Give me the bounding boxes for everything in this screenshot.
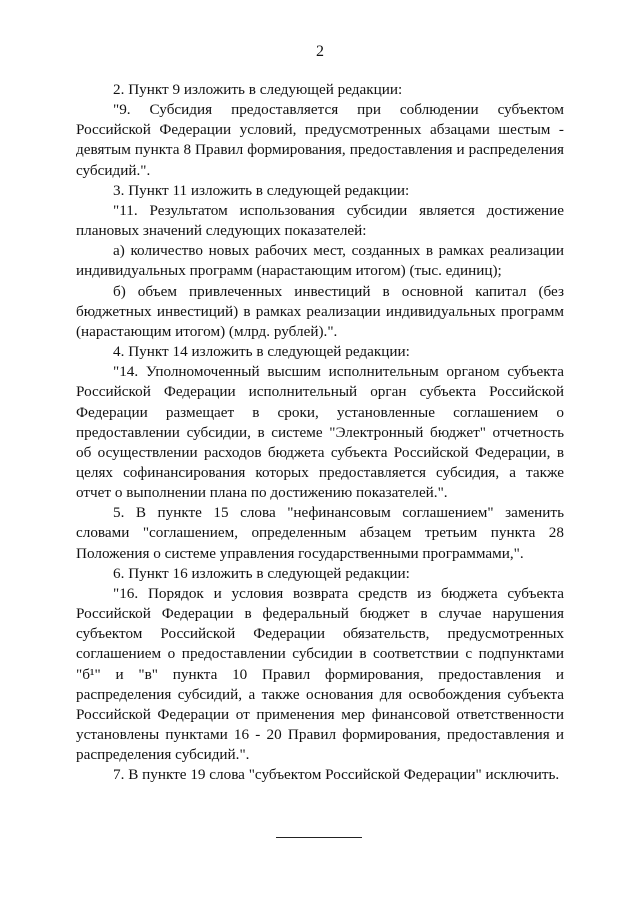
paragraph-quote-16: "16. Порядок и условия возврата средств из бюджета субъекта Российской Федерации в федеральный бюджет в случае нарушения субъектом Российской Федерации обязательств, предусмотренных соглашением о предоставлении субсидии в соответствии с подпунктами "б¹" и "в" пункта 10 Правил формирования, предоставления и распределения субсидий, а также основания для освобождения субъекта Российской Федерации от применения мер финансовой ответственности установлены пунктами 16 - 20 Правил формирования, предоставления и распределения субсидий.". bbox=[76, 584, 564, 764]
paragraph-quote-11: "11. Результатом использования субсидии является достижение плановых значений следующих показателей: bbox=[76, 201, 564, 240]
paragraph-item-2: 2. Пункт 9 изложить в следующей редакции: bbox=[113, 81, 403, 98]
end-divider-line bbox=[276, 837, 362, 838]
paragraph-subitem-b: б) объем привлеченных инвестиций в основной капитал (без бюджетных инвестиций) в рамках реализации индивидуальных программ (нарастающим итогом) (млрд. рублей).". bbox=[76, 282, 564, 340]
paragraph-item-7: 7. В пункте 19 слова "субъектом Российской Федерации" исключить. bbox=[113, 766, 560, 784]
paragraph-item-5: 5. В пункте 15 слова "нефинансовым соглашением" заменить словами "соглашением, определенным абзацем третьим пункта 28 Положения о системе управления государственными программами,". bbox=[76, 504, 564, 562]
paragraph-quote-14: "14. Уполномоченный высшим исполнительным органом субъекта Российской Федерации исполнительный орган субъекта Российской Федерации размещает в сроки, установленные соглашением о предоставлении субсидии, в системе "Электронный бюджет" отчетность об осуществлении расходов бюджета субъекта Российской Федерации, в целях софинансирования которых предоставляется субсидия, а также отчет о выполнении плана по достижению показателей.". bbox=[76, 363, 564, 502]
paragraph-subitem-a: а) количество новых рабочих мест, созданных в рамках реализации индивидуальных программ (нарастающим итогом) (тыс. единиц); bbox=[76, 242, 564, 280]
paragraph-item-3: 3. Пункт 11 изложить в следующей редакции: bbox=[113, 181, 410, 199]
paragraph-quote-9: "9. Субсидия предоставляется при соблюдении субъектом Российской Федерации условий, предусмотренных абзацами шестым - девятым пункта 8 Правил формирования, предоставления и распределения субсидий.". bbox=[76, 101, 564, 179]
paragraph-item-4: 4. Пункт 14 изложить в следующей редакции: bbox=[113, 343, 410, 361]
page-number: 2 bbox=[316, 43, 324, 60]
paragraph-item-6: 6. Пункт 16 изложить в следующей редакции: bbox=[113, 564, 410, 582]
document-body bbox=[76, 80, 564, 785]
